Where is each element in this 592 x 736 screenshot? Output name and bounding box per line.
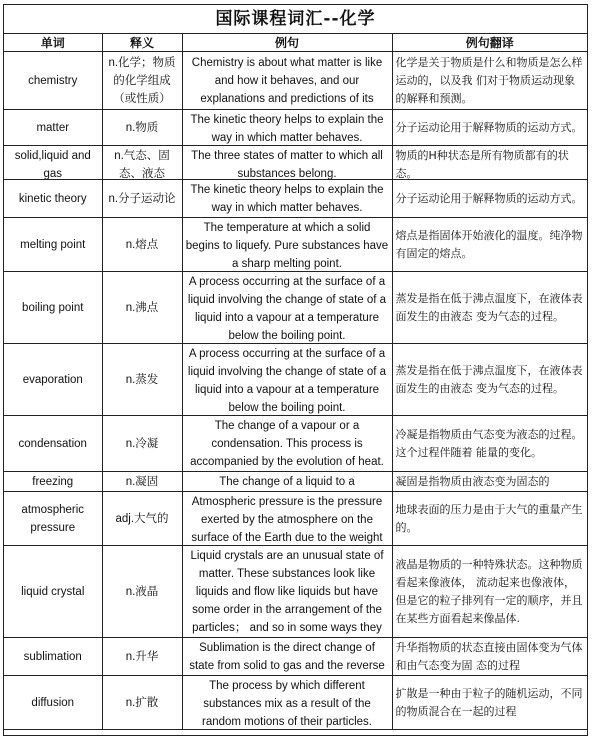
translation-cell — [392, 146, 587, 180]
example-cell — [182, 676, 392, 730]
translation-cell-text: 物质的H种状态是所有物质都有的状态。 — [395, 148, 569, 179]
definition-cell — [102, 180, 182, 218]
translation-cell-text: 熔点是指固体开始液化的温度。纯净物有固定的熔点。 — [395, 228, 583, 260]
example-cell — [182, 492, 392, 546]
table-row — [4, 638, 587, 676]
example-cell — [182, 416, 392, 472]
term-cell — [4, 110, 102, 146]
definition-cell — [102, 638, 182, 676]
header-translation: 例句翻译 — [392, 34, 587, 52]
translation-cell-text: 冷凝是指物质由气态变为液态的过程。这个过程伴随着 能量的变化。 — [395, 427, 583, 459]
definition-cell-text: n.凝固 — [125, 475, 159, 488]
definition-cell-text: n.扩散 — [125, 696, 159, 709]
term-cell — [4, 344, 102, 416]
translation-cell — [392, 676, 587, 730]
definition-cell — [102, 218, 182, 272]
definition-cell — [102, 146, 182, 180]
translation-cell — [392, 416, 587, 472]
translation-cell — [392, 180, 587, 218]
term-cell-text: freezing — [32, 475, 74, 488]
example-cell — [182, 472, 392, 492]
translation-cell — [392, 218, 587, 272]
example-cell — [182, 546, 392, 638]
example-cell-text: The change of a liquid to a — [219, 475, 355, 488]
definition-cell-text: n.物质 — [125, 121, 159, 134]
example-cell-text: The three states of matter to which all substances belong. — [191, 149, 383, 179]
example-cell — [182, 52, 392, 110]
definition-cell-text: adj.大气的 — [115, 512, 169, 525]
definition-cell-text: n.液晶 — [125, 585, 159, 598]
translation-cell — [392, 110, 587, 146]
example-cell — [182, 272, 392, 344]
example-cell — [182, 146, 392, 180]
page-title: 国际课程词汇--化学 — [4, 5, 587, 34]
term-cell — [4, 218, 102, 272]
definition-cell-text: n.冷凝 — [125, 437, 159, 450]
term-cell-text: sublimation — [23, 650, 82, 663]
example-cell-text: The temperature at which a solid begins to liquefy. Pure substances have a sharp melting point. — [185, 221, 389, 270]
example-cell-text: The kinetic theory helps to explain the way in which matter behaves. — [190, 113, 384, 144]
example-cell-text: The kinetic theory helps to explain the way in which matter behaves. — [190, 183, 384, 214]
term-cell-text: melting point — [20, 238, 86, 251]
translation-cell — [392, 472, 587, 492]
header-definition: 释义 — [102, 34, 182, 52]
translation-cell-text: 升华指物质的状态直接由固体变为气体和由气态变为固 态的过程 — [395, 640, 583, 672]
term-cell — [4, 492, 102, 546]
table-row — [4, 52, 587, 110]
term-cell-text: chemistry — [28, 74, 78, 87]
translation-cell-text: 蒸发是指在低于沸点温度下，在液体表面发生的由液态 变为气态的过程。 — [395, 363, 583, 395]
table-row — [4, 416, 587, 472]
term-cell — [4, 676, 102, 730]
translation-cell-text: 凝固是指物质由液态变为固态的 — [395, 474, 550, 488]
example-cell-text: A process occurring at the surface of a liquid involving the change of state of a liquid into a vapour at a temperature below the boiling point. — [187, 275, 387, 342]
definition-cell — [102, 52, 182, 110]
table-row — [4, 180, 587, 218]
term-cell — [4, 638, 102, 676]
term-cell-text: condensation — [18, 437, 87, 450]
definition-cell-text: n.分子运动论 — [108, 192, 176, 205]
example-cell — [182, 344, 392, 416]
term-cell-text: kinetic theory — [18, 192, 87, 205]
term-cell-text: liquid crystal — [21, 585, 85, 598]
translation-cell — [392, 546, 587, 638]
example-cell-text: The process by which different substances mix as a result of the random motions of their particles. — [201, 679, 373, 728]
definition-cell-text: n.沸点 — [125, 301, 159, 314]
translation-cell-text: 液晶是物质的一种特殊状态。这种物质看起来像液体， 流动起来也像液体，但是它的粒子排列有一定的顺序，并且在某些方面看起来像晶体. — [395, 557, 583, 625]
translation-cell — [392, 272, 587, 344]
table-row — [4, 492, 587, 546]
translation-cell — [392, 344, 587, 416]
table-row — [4, 676, 587, 730]
definition-cell — [102, 492, 182, 546]
header-row — [4, 34, 587, 52]
example-cell — [182, 638, 392, 676]
definition-cell — [102, 110, 182, 146]
term-cell-text: diffusion — [31, 696, 75, 709]
term-cell — [4, 416, 102, 472]
header-word: 单词 — [4, 34, 102, 52]
translation-cell-text: 地球表面的压力是由于大气的重量产生的。 — [395, 502, 583, 534]
term-cell — [4, 146, 102, 180]
definition-cell — [102, 272, 182, 344]
definition-cell-text: n.化学；物质的化学组成（或性质） — [108, 56, 176, 105]
translation-cell-text: 分子运动论用于解释物质的运动方式。 — [395, 191, 583, 205]
term-cell — [4, 472, 102, 492]
translation-cell-text: 蒸发是指在低于沸点温度下，在液体表面发生的由液态 变为气态的过程。 — [395, 291, 583, 323]
translation-cell-text: 扩散是一种由于粒子的随机运动，不同的物质混合在一起的过程 — [395, 686, 583, 718]
table-row — [4, 472, 587, 492]
term-cell — [4, 272, 102, 344]
term-cell — [4, 546, 102, 638]
term-cell-text: solid,liquid and gas — [14, 149, 91, 179]
table-row — [4, 218, 587, 272]
term-cell-text: matter — [36, 121, 70, 134]
definition-cell — [102, 676, 182, 730]
definition-cell-text: n.熔点 — [125, 238, 159, 251]
example-cell-text: Atmospheric pressure is the pressure exerted by the atmosphere on the surface of the Earth due to the weight — [191, 495, 383, 544]
definition-cell — [102, 344, 182, 416]
translation-cell-text: 分子运动论用于解释物质的运动方式。 — [395, 120, 583, 134]
translation-cell — [392, 492, 587, 546]
definition-cell-text: n.蒸发 — [125, 373, 159, 386]
example-cell-text: A process occurring at the surface of a liquid involving the change of state of a liquid into a vapour at a temperature below the boiling point. — [187, 347, 387, 414]
vocabulary-table — [4, 33, 587, 730]
table-row — [4, 110, 587, 146]
table-row — [4, 344, 587, 416]
term-cell — [4, 180, 102, 218]
definition-cell-text: n.升华 — [125, 650, 159, 663]
example-cell-text: The change of a vapour or a condensation. This process is accompanied by the evolution of heat. — [190, 419, 384, 468]
definition-cell — [102, 472, 182, 492]
table-row — [4, 272, 587, 344]
example-cell — [182, 110, 392, 146]
translation-cell — [392, 638, 587, 676]
term-cell-text: evaporation — [22, 373, 83, 386]
header-example: 例句 — [182, 34, 392, 52]
term-cell — [4, 52, 102, 110]
translation-cell-text: 化学是关于物质是什么和物质是怎么样运动的，以及我 们对于物质运动现象的解释和预测。 — [395, 55, 583, 105]
definition-cell-text: n.气态、固态、液态 — [114, 149, 170, 179]
term-cell-text: boiling point — [22, 301, 84, 314]
example-cell — [182, 180, 392, 218]
definition-cell — [102, 416, 182, 472]
example-cell-text: Liquid crystals are an unusual state of matter. These substances look like liquids and flow like liquids but have some order in the arrangement of the particles； and so in some ways they — [190, 549, 384, 634]
term-cell-text: atmospheric pressure — [21, 503, 85, 534]
vocabulary-sheet — [3, 4, 588, 736]
definition-cell — [102, 546, 182, 638]
translation-cell — [392, 52, 587, 110]
example-cell — [182, 218, 392, 272]
example-cell-text: Chemistry is about what matter is like and how it behaves, and our explanations and predictions of its — [191, 56, 383, 105]
table-row — [4, 546, 587, 638]
table-row — [4, 146, 587, 180]
example-cell-text: Sublimation is the direct change of state from solid to gas and the reverse — [189, 641, 385, 672]
